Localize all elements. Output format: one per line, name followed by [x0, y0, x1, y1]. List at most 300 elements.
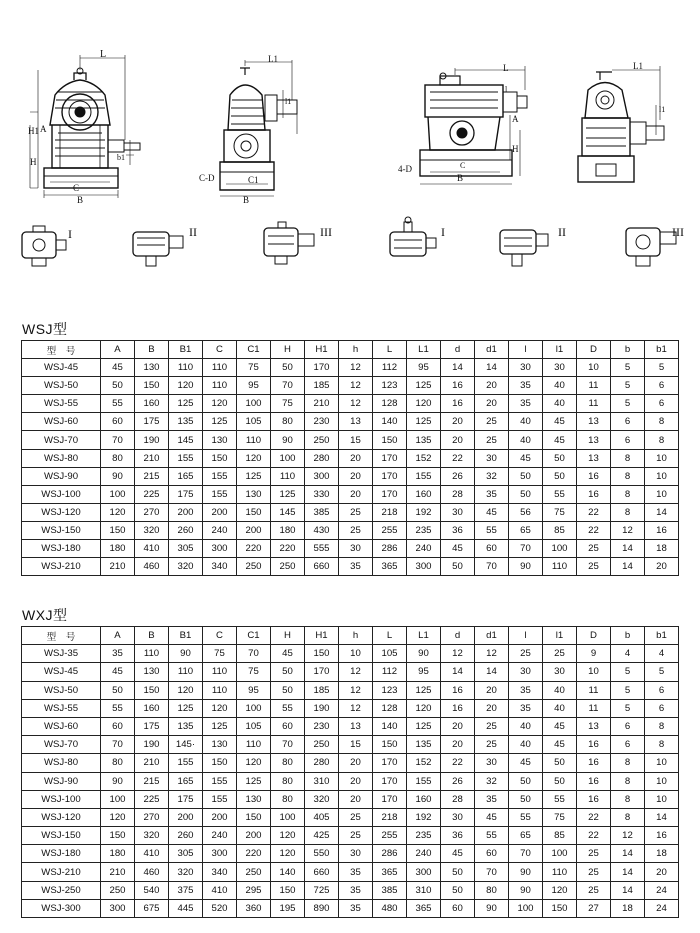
value-cell: 50 — [271, 663, 305, 681]
value-cell: 12 — [611, 827, 645, 845]
table-header-row — [22, 627, 679, 645]
value-cell: 185 — [305, 377, 339, 395]
model-cell: WSJ-50 — [22, 681, 101, 699]
value-cell: 60 — [441, 899, 475, 917]
value-cell: 170 — [305, 359, 339, 377]
value-cell: 16 — [577, 772, 611, 790]
value-cell: 55 — [101, 395, 135, 413]
value-cell: 150 — [101, 521, 135, 539]
value-cell: 12 — [339, 681, 373, 699]
value-cell: 340 — [203, 558, 237, 576]
value-cell: 14 — [441, 359, 475, 377]
value-cell: 130 — [237, 485, 271, 503]
model-cell: WSJ-45 — [22, 359, 101, 377]
value-cell: 50 — [509, 467, 543, 485]
table-row — [22, 449, 679, 467]
value-cell: 100 — [543, 845, 577, 863]
value-cell: 55 — [543, 485, 577, 503]
value-cell: 105 — [237, 413, 271, 431]
value-cell: 120 — [169, 377, 203, 395]
value-cell: 660 — [305, 863, 339, 881]
value-cell: 330 — [305, 485, 339, 503]
value-cell: 170 — [373, 754, 407, 772]
column-header-model: 型 号 — [22, 627, 101, 645]
value-cell: 36 — [441, 521, 475, 539]
value-cell: 65 — [509, 827, 543, 845]
value-cell: 410 — [135, 540, 169, 558]
value-cell: 192 — [407, 503, 441, 521]
column-header: C — [203, 341, 237, 359]
value-cell: 12 — [611, 521, 645, 539]
column-header: L1 — [407, 341, 441, 359]
value-cell: 250 — [101, 881, 135, 899]
value-cell: 135 — [407, 431, 441, 449]
value-cell: 460 — [135, 863, 169, 881]
value-cell: 32 — [475, 467, 509, 485]
value-cell: 165 — [169, 467, 203, 485]
value-cell: 35 — [101, 645, 135, 663]
table-row — [22, 717, 679, 735]
value-cell: 20 — [339, 449, 373, 467]
value-cell: 8 — [645, 717, 679, 735]
value-cell: 175 — [169, 790, 203, 808]
value-cell: 8 — [611, 808, 645, 826]
value-cell: 125 — [237, 772, 271, 790]
value-cell: 60 — [271, 717, 305, 735]
model-cell: WSJ-80 — [22, 449, 101, 467]
value-cell: 123 — [373, 681, 407, 699]
svg-text:L: L — [503, 63, 509, 73]
value-cell: 430 — [305, 521, 339, 539]
value-cell: 100 — [237, 395, 271, 413]
value-cell: 50 — [441, 863, 475, 881]
value-cell: 110 — [203, 377, 237, 395]
value-cell: 405 — [305, 808, 339, 826]
value-cell: 675 — [135, 899, 169, 917]
value-cell: 240 — [203, 521, 237, 539]
value-cell: 30 — [543, 359, 577, 377]
value-cell: 95 — [407, 359, 441, 377]
wxj-spec-table — [21, 626, 679, 918]
value-cell: 5 — [611, 699, 645, 717]
value-cell: 13 — [577, 413, 611, 431]
value-cell: 215 — [135, 772, 169, 790]
column-header: d — [441, 341, 475, 359]
value-cell: 5 — [611, 663, 645, 681]
svg-text:H1: H1 — [28, 126, 39, 136]
value-cell: 200 — [169, 808, 203, 826]
value-cell: 105 — [373, 645, 407, 663]
value-cell: 8 — [611, 467, 645, 485]
value-cell: 35 — [509, 395, 543, 413]
value-cell: 150 — [237, 808, 271, 826]
svg-text:III: III — [672, 225, 684, 239]
value-cell: 385 — [373, 881, 407, 899]
model-cell: WSJ-150 — [22, 827, 101, 845]
table-row — [22, 681, 679, 699]
value-cell: 35 — [509, 377, 543, 395]
column-header: b — [611, 341, 645, 359]
value-cell: 14 — [611, 540, 645, 558]
svg-text:B: B — [243, 195, 250, 205]
column-header: C1 — [237, 341, 271, 359]
value-cell: 60 — [101, 413, 135, 431]
value-cell: 16 — [577, 467, 611, 485]
value-cell: 16 — [441, 699, 475, 717]
value-cell: 100 — [101, 790, 135, 808]
value-cell: 50 — [271, 681, 305, 699]
value-cell: 150 — [237, 503, 271, 521]
value-cell: 35 — [339, 881, 373, 899]
mount-icon-ii-right — [500, 230, 548, 266]
column-header: l1 — [543, 341, 577, 359]
svg-text:4-D: 4-D — [398, 164, 412, 174]
value-cell: 25 — [475, 717, 509, 735]
value-cell: 155 — [203, 485, 237, 503]
value-cell: 50 — [509, 772, 543, 790]
value-cell: 30 — [509, 359, 543, 377]
value-cell: 35 — [475, 790, 509, 808]
value-cell: 10 — [645, 485, 679, 503]
value-cell: 200 — [237, 827, 271, 845]
value-cell: 150 — [203, 449, 237, 467]
mounting-icons-right — [390, 217, 684, 266]
table-row — [22, 754, 679, 772]
value-cell: 320 — [169, 863, 203, 881]
value-cell: 235 — [407, 827, 441, 845]
value-cell: 460 — [135, 558, 169, 576]
value-cell: 35 — [339, 899, 373, 917]
value-cell: 120 — [271, 845, 305, 863]
model-cell: WSJ-50 — [22, 377, 101, 395]
column-header: l — [509, 627, 543, 645]
value-cell: 12 — [441, 645, 475, 663]
value-cell: 8 — [611, 754, 645, 772]
value-cell: 240 — [203, 827, 237, 845]
value-cell: 95 — [407, 663, 441, 681]
value-cell: 480 — [373, 899, 407, 917]
value-cell: 70 — [237, 645, 271, 663]
value-cell: 11 — [577, 377, 611, 395]
value-cell: 75 — [543, 503, 577, 521]
value-cell: 125 — [237, 467, 271, 485]
value-cell: 175 — [135, 413, 169, 431]
value-cell: 45 — [475, 503, 509, 521]
value-cell: 26 — [441, 772, 475, 790]
value-cell: 110 — [543, 863, 577, 881]
value-cell: 110 — [271, 467, 305, 485]
value-cell: 75 — [237, 359, 271, 377]
value-cell: 50 — [441, 558, 475, 576]
table-row — [22, 413, 679, 431]
value-cell: 70 — [475, 863, 509, 881]
model-cell: WSJ-210 — [22, 558, 101, 576]
table-row — [22, 521, 679, 539]
value-cell: 410 — [203, 881, 237, 899]
model-cell: WSJ-100 — [22, 485, 101, 503]
value-cell: 11 — [577, 681, 611, 699]
model-cell: WSJ-60 — [22, 413, 101, 431]
value-cell: 16 — [645, 521, 679, 539]
value-cell: 14 — [611, 558, 645, 576]
table-row — [22, 736, 679, 754]
value-cell: 320 — [169, 558, 203, 576]
value-cell: 240 — [407, 845, 441, 863]
value-cell: 145 — [169, 431, 203, 449]
value-cell: 200 — [169, 503, 203, 521]
column-header: d — [441, 627, 475, 645]
value-cell: 45 — [441, 845, 475, 863]
svg-text:C-D: C-D — [199, 173, 215, 183]
value-cell: 385 — [305, 503, 339, 521]
svg-text:L1: L1 — [633, 61, 643, 71]
svg-text:L: L — [100, 49, 107, 60]
model-cell: WSJ-90 — [22, 467, 101, 485]
value-cell: 190 — [135, 431, 169, 449]
value-cell: 8 — [645, 431, 679, 449]
value-cell: 50 — [543, 772, 577, 790]
value-cell: 10 — [645, 449, 679, 467]
value-cell: 4 — [645, 645, 679, 663]
value-cell: 170 — [373, 467, 407, 485]
value-cell: 20 — [339, 467, 373, 485]
value-cell: 6 — [611, 717, 645, 735]
column-header: C1 — [237, 627, 271, 645]
value-cell: 150 — [135, 681, 169, 699]
value-cell: 45 — [441, 540, 475, 558]
value-cell: 50 — [509, 485, 543, 503]
value-cell: 4 — [611, 645, 645, 663]
value-cell: 230 — [305, 413, 339, 431]
svg-text:C1: C1 — [248, 175, 259, 185]
value-cell: 170 — [373, 772, 407, 790]
value-cell: 70 — [101, 736, 135, 754]
value-cell: 155 — [407, 467, 441, 485]
value-cell: 100 — [271, 449, 305, 467]
value-cell: 25 — [577, 863, 611, 881]
value-cell: 250 — [271, 558, 305, 576]
value-cell: 32 — [475, 772, 509, 790]
value-cell: 56 — [509, 503, 543, 521]
value-cell: 110 — [135, 645, 169, 663]
value-cell: 55 — [475, 827, 509, 845]
value-cell: 10 — [577, 663, 611, 681]
value-cell: 9 — [577, 645, 611, 663]
value-cell: 128 — [373, 395, 407, 413]
value-cell: 135 — [169, 413, 203, 431]
column-header: B — [135, 627, 169, 645]
value-cell: 70 — [271, 736, 305, 754]
value-cell: 90 — [271, 431, 305, 449]
value-cell: 30 — [509, 663, 543, 681]
column-header-model: 型 号 — [22, 341, 101, 359]
value-cell: 210 — [135, 449, 169, 467]
value-cell: 24 — [645, 899, 679, 917]
value-cell: 22 — [441, 754, 475, 772]
model-cell: WSJ-100 — [22, 790, 101, 808]
value-cell: 10 — [645, 467, 679, 485]
drawing-wxj-front — [398, 63, 527, 184]
value-cell: 10 — [339, 645, 373, 663]
value-cell: 30 — [441, 808, 475, 826]
value-cell: 50 — [543, 754, 577, 772]
value-cell: 75 — [203, 645, 237, 663]
column-header: H1 — [305, 341, 339, 359]
value-cell: 160 — [407, 790, 441, 808]
table-row — [22, 503, 679, 521]
model-cell: WSJ-55 — [22, 699, 101, 717]
value-cell: 20 — [475, 377, 509, 395]
value-cell: 30 — [475, 449, 509, 467]
value-cell: 14 — [475, 359, 509, 377]
table-row — [22, 827, 679, 845]
value-cell: 5 — [611, 395, 645, 413]
value-cell: 160 — [407, 485, 441, 503]
value-cell: 155 — [203, 467, 237, 485]
value-cell: 45 — [543, 413, 577, 431]
value-cell: 220 — [271, 540, 305, 558]
column-header: D — [577, 627, 611, 645]
value-cell: 365 — [407, 899, 441, 917]
value-cell: 125 — [407, 717, 441, 735]
value-cell: 45 — [543, 736, 577, 754]
value-cell: 18 — [611, 899, 645, 917]
value-cell: 50 — [271, 359, 305, 377]
value-cell: 20 — [645, 863, 679, 881]
value-cell: 130 — [135, 663, 169, 681]
value-cell: 13 — [339, 717, 373, 735]
value-cell: 22 — [577, 521, 611, 539]
value-cell: 30 — [339, 845, 373, 863]
wxj-section-title: WXJ型 — [22, 607, 68, 623]
value-cell: 16 — [645, 827, 679, 845]
value-cell: 550 — [305, 845, 339, 863]
model-cell: WSJ-120 — [22, 503, 101, 521]
value-cell: 110 — [543, 558, 577, 576]
value-cell: 13 — [577, 449, 611, 467]
value-cell: 155 — [169, 449, 203, 467]
value-cell: 125 — [407, 681, 441, 699]
table-row — [22, 395, 679, 413]
value-cell: 28 — [441, 485, 475, 503]
value-cell: 175 — [169, 485, 203, 503]
value-cell: 25 — [475, 736, 509, 754]
value-cell: 90 — [509, 863, 543, 881]
value-cell: 50 — [509, 790, 543, 808]
value-cell: 80 — [101, 449, 135, 467]
value-cell: 35 — [509, 681, 543, 699]
mount-icon-iii-left — [264, 222, 314, 264]
value-cell: 80 — [271, 790, 305, 808]
value-cell: 100 — [271, 808, 305, 826]
value-cell: 40 — [543, 395, 577, 413]
value-cell: 35 — [339, 558, 373, 576]
drawing-wxj-side — [578, 61, 665, 182]
value-cell: 305 — [169, 845, 203, 863]
mount-icon-ii-left — [133, 232, 183, 266]
value-cell: 20 — [441, 736, 475, 754]
value-cell: 55 — [509, 808, 543, 826]
value-cell: 125 — [169, 699, 203, 717]
model-cell: WSJ-60 — [22, 717, 101, 735]
value-cell: 45 — [509, 754, 543, 772]
value-cell: 890 — [305, 899, 339, 917]
value-cell: 50 — [543, 467, 577, 485]
value-cell: 75 — [543, 808, 577, 826]
value-cell: 220 — [237, 845, 271, 863]
value-cell: 50 — [441, 881, 475, 899]
value-cell: 14 — [611, 881, 645, 899]
value-cell: 300 — [203, 845, 237, 863]
value-cell: 22 — [441, 449, 475, 467]
value-cell: 16 — [577, 754, 611, 772]
column-header: d1 — [475, 341, 509, 359]
value-cell: 150 — [135, 377, 169, 395]
value-cell: 170 — [373, 790, 407, 808]
value-cell: 300 — [407, 863, 441, 881]
column-header: d1 — [475, 627, 509, 645]
value-cell: 120 — [101, 503, 135, 521]
table-row — [22, 645, 679, 663]
value-cell: 120 — [237, 449, 271, 467]
value-cell: 16 — [441, 681, 475, 699]
value-cell: 185 — [305, 681, 339, 699]
value-cell: 128 — [373, 699, 407, 717]
value-cell: 180 — [101, 845, 135, 863]
value-cell: 20 — [475, 681, 509, 699]
value-cell: 110 — [237, 736, 271, 754]
value-cell: 27 — [577, 899, 611, 917]
value-cell: 6 — [645, 377, 679, 395]
value-cell: 300 — [101, 899, 135, 917]
value-cell: 218 — [373, 808, 407, 826]
model-cell: WSJ-210 — [22, 863, 101, 881]
value-cell: 14 — [645, 808, 679, 826]
value-cell: 45 — [543, 717, 577, 735]
value-cell: 155 — [203, 772, 237, 790]
value-cell: 190 — [135, 736, 169, 754]
model-cell: WSJ-90 — [22, 772, 101, 790]
value-cell: 60 — [475, 540, 509, 558]
value-cell: 300 — [407, 558, 441, 576]
value-cell: 70 — [475, 558, 509, 576]
table-row — [22, 699, 679, 717]
table-row — [22, 881, 679, 899]
value-cell: 320 — [305, 790, 339, 808]
value-cell: 130 — [203, 736, 237, 754]
table-row — [22, 377, 679, 395]
value-cell: 16 — [441, 377, 475, 395]
value-cell: 120 — [543, 881, 577, 899]
value-cell: 45 — [475, 808, 509, 826]
value-cell: 28 — [441, 790, 475, 808]
value-cell: 445 — [169, 899, 203, 917]
value-cell: 123 — [373, 377, 407, 395]
drawing-wsj-side — [199, 54, 297, 205]
value-cell: 90 — [407, 645, 441, 663]
value-cell: 20 — [645, 558, 679, 576]
value-cell: 30 — [339, 540, 373, 558]
value-cell: 8 — [611, 790, 645, 808]
value-cell: 150 — [543, 899, 577, 917]
value-cell: 80 — [271, 772, 305, 790]
table-row — [22, 467, 679, 485]
value-cell: 90 — [101, 467, 135, 485]
value-cell: 10 — [577, 359, 611, 377]
value-cell: 175 — [135, 717, 169, 735]
value-cell: 200 — [237, 521, 271, 539]
model-cell: WSJ-70 — [22, 431, 101, 449]
